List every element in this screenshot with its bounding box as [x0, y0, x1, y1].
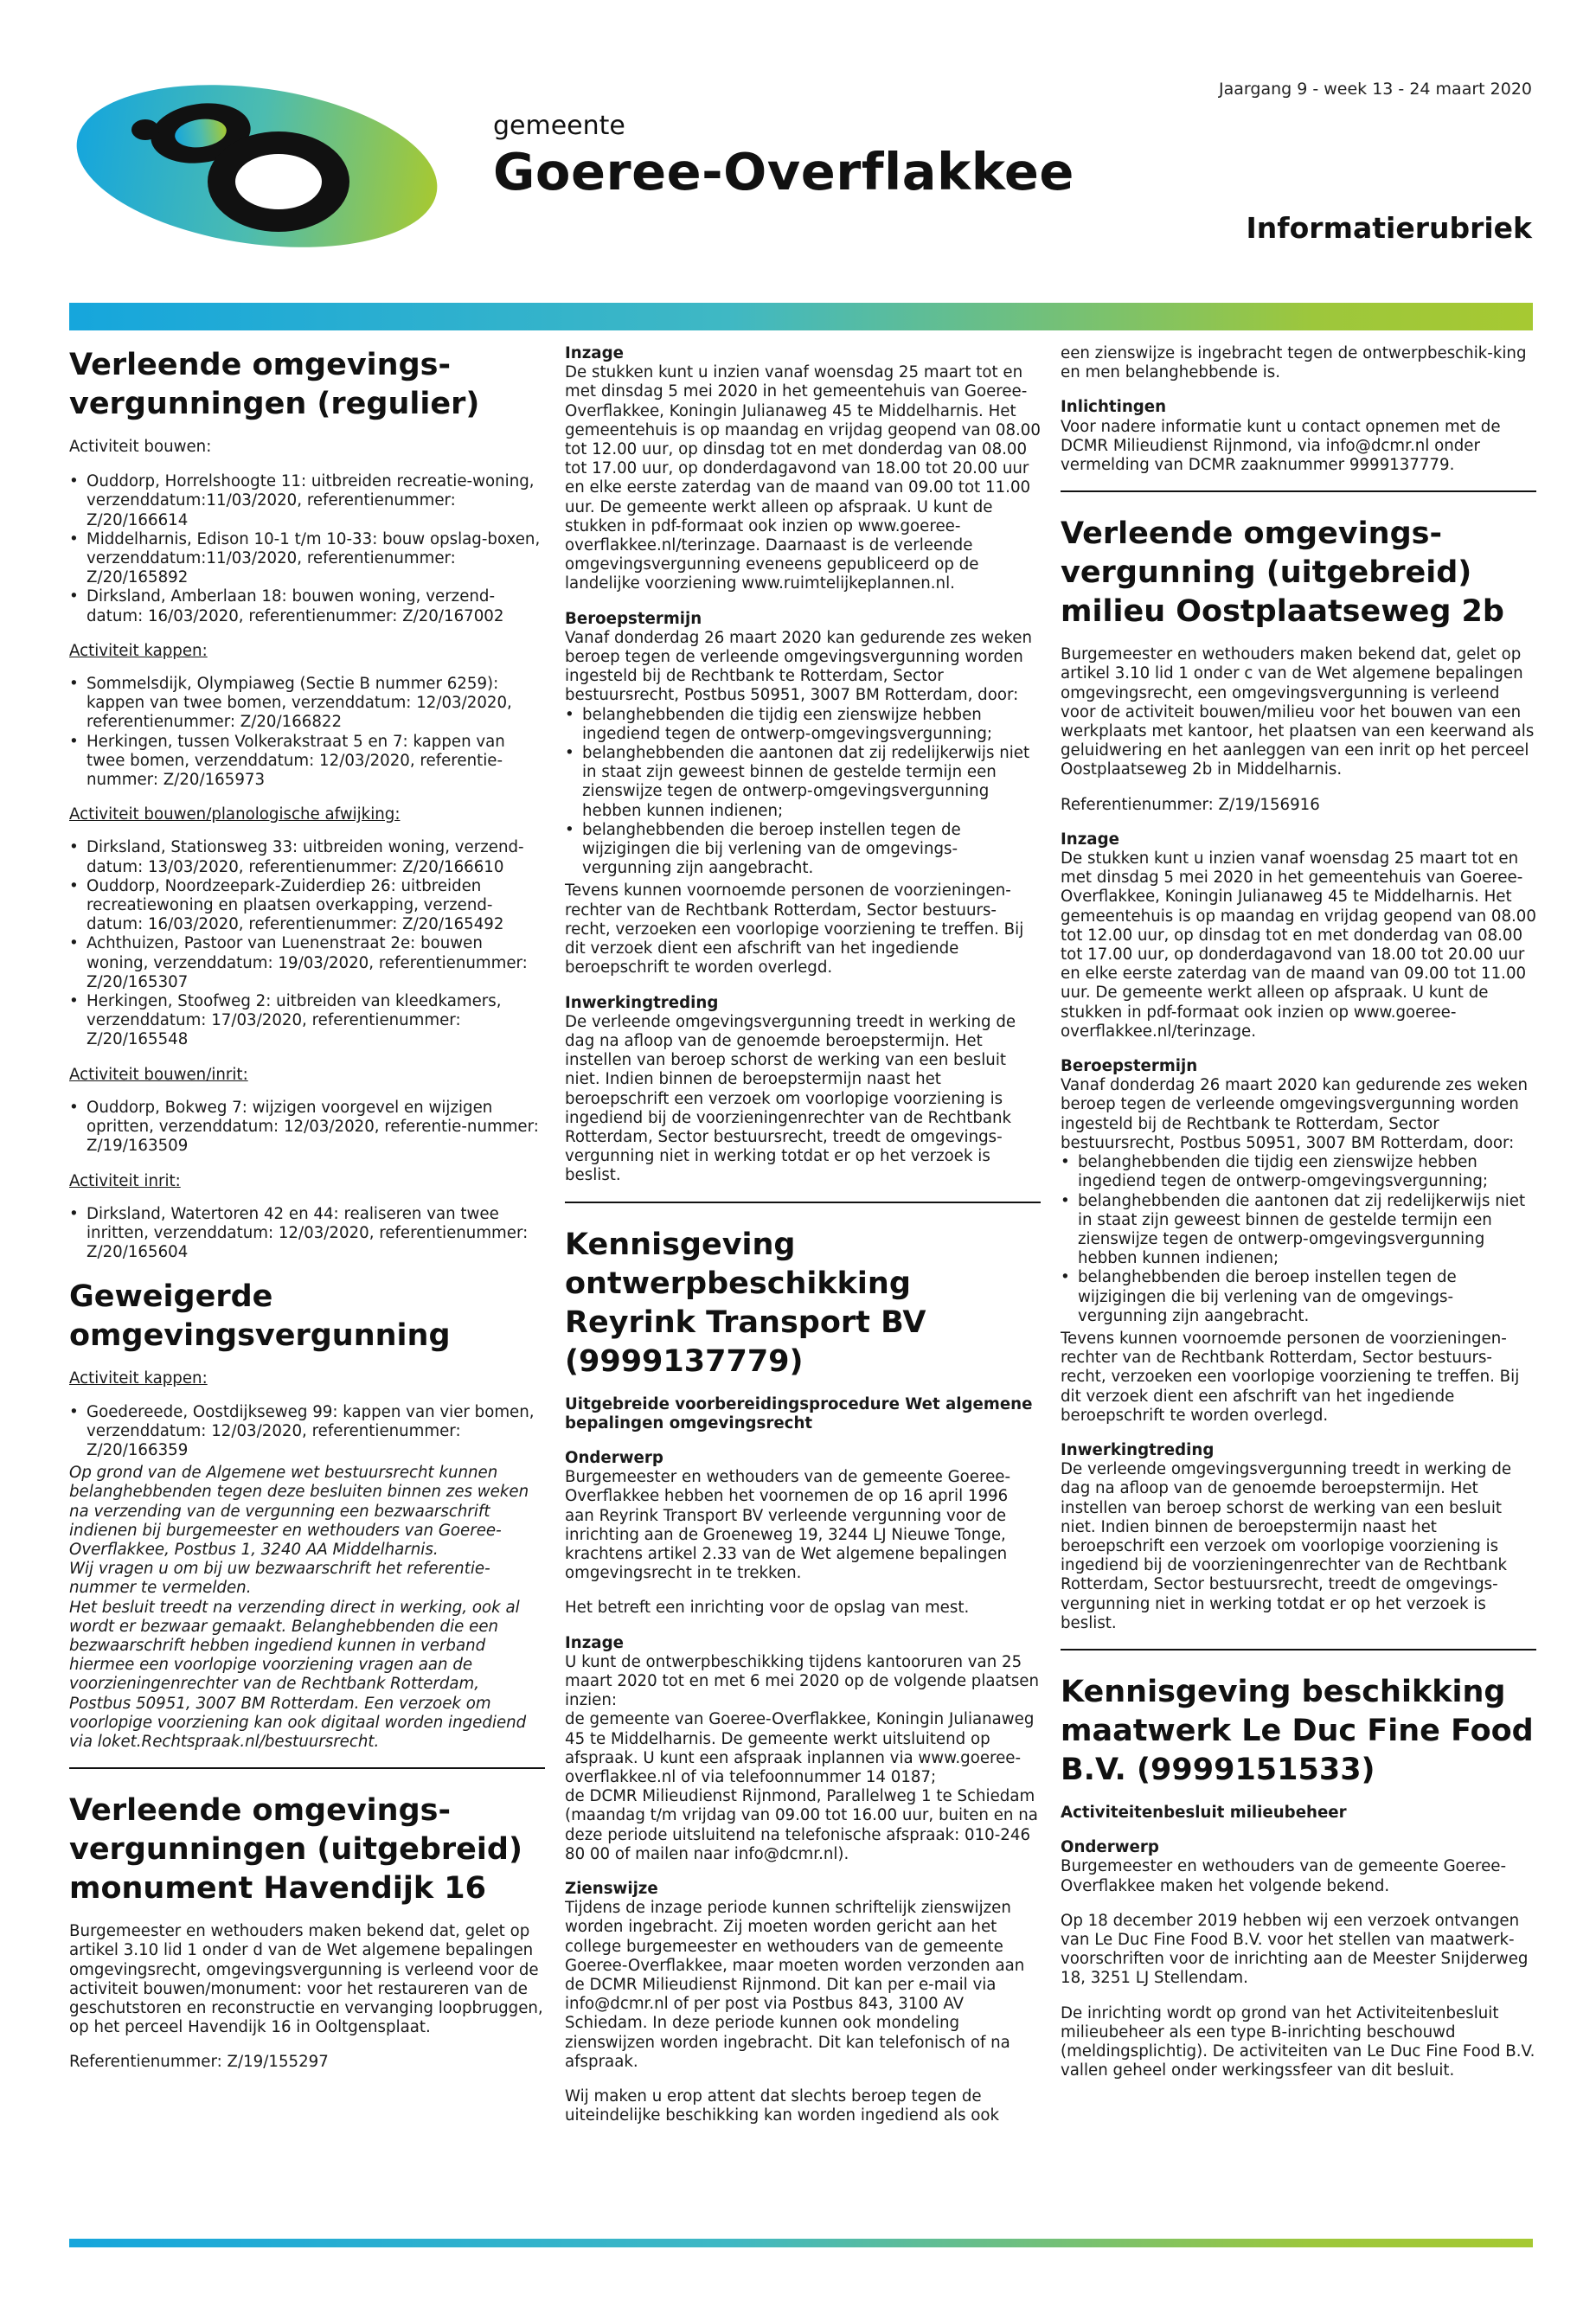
subheading: Inzage	[565, 1633, 624, 1652]
municipality-logo	[71, 80, 443, 253]
section-title: Verleende omgevings-vergunningen (regulier)	[69, 348, 480, 421]
legal-notice: Op grond van de Algemene wet bestuursrecht kunnen belanghebbenden tegen deze besluiten binnen zes weken na verzending van de vergunning een bezwaarschrift indienen bij burgemeester en wethouders van Goeree-Overflakkee, Postbus 1, 3240 AA Middelharnis.	[69, 1464, 529, 1559]
list-item: • belanghebbenden die beroep instellen tegen de wijzigingen die bij verlening van de omgevings-vergunning zijn aangebracht.	[1061, 1268, 1536, 1326]
column-1	[69, 344, 545, 2230]
section-title: Kennisgeving beschikking maatwerk Le Duc Fine Food B.V. (9999151533)	[1061, 1674, 1534, 1787]
reference-number: Referentienummer: Z/19/156916	[1061, 795, 1320, 814]
column-2	[565, 344, 1041, 2230]
brand-prefix: gemeente	[493, 111, 625, 141]
section-title: Geweigerde omgevingsvergunning	[69, 1279, 451, 1354]
subheading: Onderwerp	[565, 1448, 663, 1467]
brand-name: Goeree-Overflakkee	[493, 142, 1074, 202]
paragraph: Tevens kunnen voornoemde personen de voorzieningen-rechter van de Rechtbank Rotterdam, Sector bestuurs-recht, verzoeken een voorlopige voorziening te treffen. Bij dit verzoek dient een afschrift van het ingediende beroepschrift te worden overlegd.	[1061, 1329, 1520, 1425]
subheading: Beroepstermijn	[1061, 1057, 1198, 1076]
list-item: • Herkingen, tussen Volkerakstraat 5 en 7: kappen van twee bomen, verzenddatum: 12/03/2020, referentie-nummer: Z/20/165973	[69, 733, 545, 791]
subheading: Zienswijze	[565, 1880, 658, 1898]
subheading: Inzage	[1061, 830, 1119, 849]
paragraph: Het betreft een inrichting voor de opslag van mest.	[565, 1599, 970, 1618]
permit-list	[69, 675, 545, 790]
divider	[1061, 490, 1536, 492]
issue-dateline: Jaargang 9 - week 13 - 24 maart 2020	[1219, 80, 1532, 99]
list-item: • belanghebbenden die beroep instellen tegen de wijzigingen die bij verlening van de omgevings-vergunning zijn aangebracht.	[565, 821, 1041, 879]
paragraph: Op 18 december 2019 hebben wij een verzoek ontvangen van Le Duc Fine Food B.V. voor het stellen van maatwerk-voorschriften voor de inrichting aan de Meester Snijderweg 18, 3251 LJ Stellendam.	[1061, 1911, 1529, 1988]
paragraph: Burgemeester en wethouders van de gemeente Goeree-Overflakkee hebben het voornemen de op 16 april 1996 aan Reyrink Transport BV verleende vergunning voor de inrichting aan de Groeneweg 19, 3244 LJ Nieuwe Tonge, krachtens artikel 2.33 van de Wet algemene bepalingen omgevingsrecht in te trekken.	[565, 1468, 1011, 1583]
paragraph: Burgemeester en wethouders van de gemeente Goeree-Overflakkee maken het volgende bekend.	[1061, 1857, 1507, 1895]
paragraph: Burgemeester en wethouders maken bekend dat, gelet op artikel 3.10 lid 1 onder d van de Wet algemene bepalingen omgevingsrecht, omgevingsvergunning is verleend voor de activiteit bouwen/monument: voor het restaureren van de geschutstoren en reconstructie en vervanging loopbruggen, op het perceel Havendijk 16 in Ooltgensplaat.	[69, 1922, 543, 2037]
subheading: Onderwerp	[1061, 1838, 1159, 1857]
paragraph: de DCMR Milieudienst Rijnmond, Parallelweg 1 te Schiedam (maandag t/m vrijdag van 09.00 tot 16.00 uur, buiten en na deze periode uitsluitend na telefonische afspraak: 010-246 80 00 of mailen naar info@dcmr.nl).	[565, 1787, 1038, 1863]
subheading: Inlichtingen	[1061, 398, 1167, 417]
subheading: Inwerkingtreding	[565, 993, 719, 1012]
permit-list	[69, 1205, 545, 1263]
subheading: Activiteit bouwen:	[69, 438, 212, 456]
paragraph: de gemeente van Goeree-Overflakkee, Koningin Julianaweg 45 te Middelharnis. De gemeente werkt uitsluitend op afspraak. U kunt een afspraak inplannen via www.goeree-overflakkee.nl of via telefoonnummer 14 0187;	[565, 1710, 1035, 1786]
masthead	[0, 0, 1596, 294]
bottom-gradient-bar	[69, 2239, 1533, 2247]
paragraph: Wij maken u erop attent dat slechts beroep tegen de uiteindelijke beschikking kan worden ingediend als ook	[565, 2087, 1000, 2125]
list-item: • Dirksland, Amberlaan 18: bouwen woning, verzend-datum: 16/03/2020, referentienummer: Z/20/167002	[69, 587, 545, 625]
list-item: • Dirksland, Stationsweg 33: uitbreiden woning, verzend-datum: 13/03/2020, referentienummer: Z/20/166610	[69, 838, 545, 876]
paragraph: De inrichting wordt op grond van het Activiteitenbesluit milieubeheer als een type B-inrichting beschouwd (meldingsplichtig). De activiteiten van Le Duc Fine Food B.V. vallen geheel onder werkingssfeer van dit besluit.	[1061, 2003, 1535, 2080]
paragraph: De stukken kunt u inzien vanaf woensdag 25 maart tot en met dinsdag 5 mei 2020 in het gemeentehuis van Goeree-Overflakkee, Koningin Julianaweg 45 te Middelharnis. Het gemeentehuis is op maandag en vrijdag geopend van 08.00 tot 12.00 uur, op dinsdag tot en met donderdag van 08.00 tot 17.00 uur, op donderdagavond van 18.00 tot 20.00 uur en elke eerste zaterdag van de maand van 09.00 tot 11.00 uur. De gemeente werkt alleen op afspraak. U kunt de stukken in pdf-formaat ook inzien op www.goeree-overflakkee.nl/terinzage. Daarnaast is de verleende omgevingsvergunning eveneens gepubliceerd op de landelijke voorziening www.ruimtelijkeplannen.nl.	[565, 363, 1041, 593]
list-item: • Sommelsdijk, Olympiaweg (Sectie B nummer 6259): kappen van twee bomen, verzenddatum: 12/03/2020, referentienummer: Z/20/166822	[69, 675, 545, 733]
legal-notice: Wij vragen u om bij uw bezwaarschrift het referentie-nummer te vermelden.	[69, 1560, 490, 1598]
rubric-title: Informatierubriek	[1246, 211, 1532, 245]
top-gradient-bar	[69, 303, 1533, 330]
list-item: • Ouddorp, Bokweg 7: wijzigen voorgevel en wijzigen opritten, verzenddatum: 12/03/2020, referentie-nummer: Z/19/163509	[69, 1099, 545, 1157]
section-subtitle: Uitgebreide voorbereidingsprocedure Wet algemene bepalingen omgevingsrecht	[565, 1394, 1033, 1433]
divider	[69, 1767, 545, 1769]
paragraph: U kunt de ontwerpbeschikking tijdens kantooruren van 25 maart 2020 tot en met 6 mei 2020 op de volgende plaatsen inzien:	[565, 1652, 1040, 1710]
paragraph: Voor nadere informatie kunt u contact opnemen met de DCMR Milieudienst Rijnmond, via info@dcmr.nl onder vermelding van DCMR zaaknummer 9999137779.	[1061, 417, 1501, 475]
list-item: • Middelharnis, Edison 10-1 t/m 10-33: bouw opslag-boxen, verzenddatum:11/03/2020, referentienummer: Z/20/165892	[69, 530, 545, 588]
paragraph: een zienswijze is ingebracht tegen de ontwerpbeschik-king en men belanghebbende is.	[1061, 344, 1527, 382]
divider	[1061, 1649, 1536, 1650]
section-title: Verleende omgevings-vergunning (uitgebreid) milieu Oostplaatseweg 2b	[1061, 516, 1504, 630]
list-item: • Dirksland, Watertoren 42 en 44: realiseren van twee inritten, verzenddatum: 12/03/2020, referentienummer: Z/20/165604	[69, 1205, 545, 1263]
paragraph: De verleende omgevingsvergunning treedt in werking de dag na afloop van de genoemde beroepstermijn. Het instellen van beroep schorst de werking van een besluit niet. Indien binnen de beroepstermijn naast het beroepschrift een verzoek om voorlopige voorziening is ingediend bij de voorzieningenrechter van de Rechtbank Rotterdam, Sector bestuursrecht, treedt de omgevings-vergunning niet in werking totdat er op het verzoek is beslist.	[1061, 1460, 1512, 1632]
subheading: Activiteit inrit:	[69, 1171, 181, 1190]
list-item: • belanghebbenden die aantonen dat zij redelijkerwijs niet in staat zijn geweest binnen de gestelde termijn een zienswijze tegen de ontwerp-omgevingsvergunning hebben kunnen indienen;	[1061, 1192, 1536, 1269]
section-subtitle: Activiteitenbesluit milieubeheer	[1061, 1803, 1347, 1822]
list-item: • Herkingen, Stoofweg 2: uitbreiden van kleedkamers, verzenddatum: 17/03/2020, referentienummer: Z/20/165548	[69, 992, 545, 1050]
column-3	[1061, 344, 1536, 2230]
permit-list	[69, 1403, 545, 1461]
paragraph: De verleende omgevingsvergunning treedt in werking de dag na afloop van de genoemde beroepstermijn. Het instellen van beroep schorst de werking van een besluit niet. Indien binnen de beroepstermijn naast het beroepschrift een verzoek om voorlopige voorziening is ingediend bij de voorzieningenrechter van de Rechtbank Rotterdam, Sector bestuursrecht, treedt de omgevings-vergunning niet in werking totdat er op het verzoek is beslist.	[565, 1012, 1016, 1185]
list-item: • Ouddorp, Horrelshoogte 11: uitbreiden recreatie-woning, verzenddatum:11/03/2020, referentienummer: Z/20/166614	[69, 472, 545, 530]
subheading: Inwerkingtreding	[1061, 1440, 1215, 1459]
subheading: Activiteit kappen:	[69, 641, 208, 660]
section-title: Verleende omgevings-vergunningen (uitgebreid) monument Havendijk 16	[69, 1793, 522, 1907]
legal-notice: Het besluit treedt na verzending direct in werking, ook al wordt er bezwaar gemaakt. Belanghebbenden die een bezwaarschrift hebben ingediend kunnen in verband hiermee een voorlopige voorziening vragen aan de voorzieningenrechter van de Rechtbank Rotterdam, Postbus 50951, 3007 BM Rotterdam. Een verzoek om voorlopige voorziening kan ook digitaal worden ingediend via loket.Rechtspraak.nl/bestuursrecht.	[69, 1598, 527, 1751]
bullet-list	[1061, 1153, 1536, 1326]
list-item: • Achthuizen, Pastoor van Luenenstraat 2e: bouwen woning, verzenddatum: 19/03/2020, referentienummer: Z/20/165307	[69, 934, 545, 992]
list-item: • belanghebbenden die aantonen dat zij redelijkerwijs niet in staat zijn geweest binnen de gestelde termijn een zienswijze tegen de ontwerp-omgevingsvergunning hebben kunnen indienen;	[565, 744, 1041, 821]
list-item: • Ouddorp, Noordzeepark-Zuiderdiep 26: uitbreiden recreatiewoning en plaatsen overkapping, verzend-datum: 16/03/2020, referentienummer: Z/20/165492	[69, 877, 545, 935]
paragraph: Vanaf donderdag 26 maart 2020 kan gedurende zes weken beroep tegen de verleende omgevingsvergunning worden ingesteld bij de Rechtbank te Rotterdam, Sector bestuursrecht, Postbus 50951, 3007 BM Rotterdam, door:	[1061, 1076, 1528, 1152]
paragraph: Burgemeester en wethouders maken bekend dat, gelet op artikel 3.10 lid 1 onder c van de Wet algemene bepalingen omgevingsrecht, een omgevingsvergunning is verleend voor de activiteit bouwen/milieu voor het bouwen van een werkplaats met kantoor, het plaatsen van een keerwand als geluidwering en het aanleggen van een inrit op het perceel Oostplaatseweg 2b in Middelharnis.	[1061, 645, 1535, 779]
list-item: • Goedereede, Oostdijkseweg 99: kappen van vier bomen, verzenddatum: 12/03/2020, referentienummer: Z/20/166359	[69, 1403, 545, 1461]
subheading: Activiteit bouwen/inrit:	[69, 1065, 248, 1084]
permit-list	[69, 1099, 545, 1157]
bullet-list	[565, 706, 1041, 879]
section-title: Kennisgeving ontwerpbeschikking Reyrink Transport BV (9999137779)	[565, 1227, 926, 1379]
permit-list	[69, 472, 545, 626]
list-item: • belanghebbenden die tijdig een zienswijze hebben ingediend tegen de ontwerp-omgevingsvergunning;	[565, 706, 1041, 744]
subheading: Inzage	[565, 344, 624, 362]
subheading: Activiteit bouwen/planologische afwijking:	[69, 805, 401, 824]
divider	[565, 1202, 1041, 1203]
paragraph: De stukken kunt u inzien vanaf woensdag 25 maart tot en met dinsdag 5 mei 2020 in het gemeentehuis van Goeree-Overflakkee, Koningin Julianaweg 45 te Middelharnis. Het gemeentehuis is op maandag en vrijdag geopend van 08.00 tot 12.00 uur, op dinsdag tot en met donderdag van 08.00 tot 17.00 uur, op donderdagavond van 18.00 tot 20.00 uur en elke eerste zaterdag van de maand van 09.00 tot 11.00 uur. De gemeente werkt alleen op afspraak. U kunt de stukken in pdf-formaat ook inzien op www.goeree-overflakkee.nl/terinzage.	[1061, 849, 1536, 1041]
list-item: • belanghebbenden die tijdig een zienswijze hebben ingediend tegen de ontwerp-omgevingsvergunning;	[1061, 1153, 1536, 1191]
paragraph: Vanaf donderdag 26 maart 2020 kan gedurende zes weken beroep tegen de verleende omgevingsvergunning worden ingesteld bij de Rechtbank te Rotterdam, Sector bestuursrecht, Postbus 50951, 3007 BM Rotterdam, door:	[565, 628, 1032, 705]
permit-list	[69, 838, 545, 1049]
paragraph: Tijdens de inzage periode kunnen schriftelijk zienswijzen worden ingebracht. Zij moeten worden gericht aan het college burgemeester en wethouders van de gemeente Goeree-Overflakkee, maar moeten worden verzonden aan de DCMR Milieudienst Rijnmond. Dit kan per e-mail via info@dcmr.nl of per post via Postbus 843, 3100 AV Schiedam. In deze periode kunnen ook mondeling zienswijzen worden ingebracht. Dit kan telefonisch of na afspraak.	[565, 1899, 1025, 2071]
reference-number: Referentienummer: Z/19/155297	[69, 2053, 329, 2072]
paragraph: Tevens kunnen voornoemde personen de voorzieningen-rechter van de Rechtbank Rotterdam, Sector bestuurs-recht, verzoeken een voorlopige voorziening te treffen. Bij dit verzoek dient een afschrift van het ingediende beroepschrift te worden overlegd.	[565, 881, 1024, 977]
subheading: Beroepstermijn	[565, 609, 702, 628]
subheading: Activiteit kappen:	[69, 1369, 208, 1388]
